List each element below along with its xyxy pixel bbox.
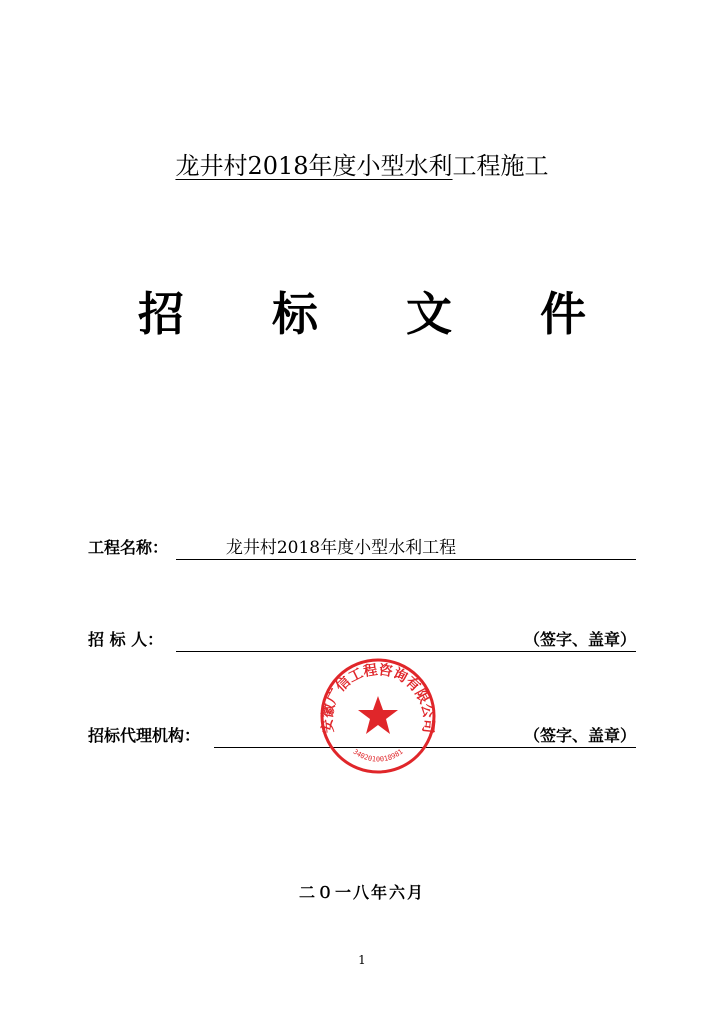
project-title-underlined: 龙井村2018年度小型水利 xyxy=(175,152,453,180)
project-name-row xyxy=(88,534,636,560)
tenderer-line xyxy=(176,651,636,652)
company-seal-icon xyxy=(318,656,438,776)
tenderer-label: 招 标 人： xyxy=(88,630,164,649)
issue-date: 二０一八年六月 xyxy=(298,883,425,902)
project-title-tail: 工程施工 xyxy=(452,152,549,180)
seal-text: 安徽广信工程咨询有限公司 xyxy=(319,662,437,734)
tenderer-note: （签字、盖章） xyxy=(523,630,636,649)
project-title xyxy=(0,146,724,181)
agent-label: 招标代理机构： xyxy=(88,726,201,745)
project-name-value: 龙井村2018年度小型水利工程 xyxy=(225,538,457,558)
document-title: 招 标 文 件 xyxy=(137,287,623,341)
page-number: 1 xyxy=(358,953,366,967)
seal-number: 3402010018981 xyxy=(351,747,405,764)
tenderer-row xyxy=(88,626,636,652)
agent-note: （签字、盖章） xyxy=(523,726,636,745)
project-name-label: 工程名称： xyxy=(88,538,169,557)
project-name-line xyxy=(176,559,636,560)
